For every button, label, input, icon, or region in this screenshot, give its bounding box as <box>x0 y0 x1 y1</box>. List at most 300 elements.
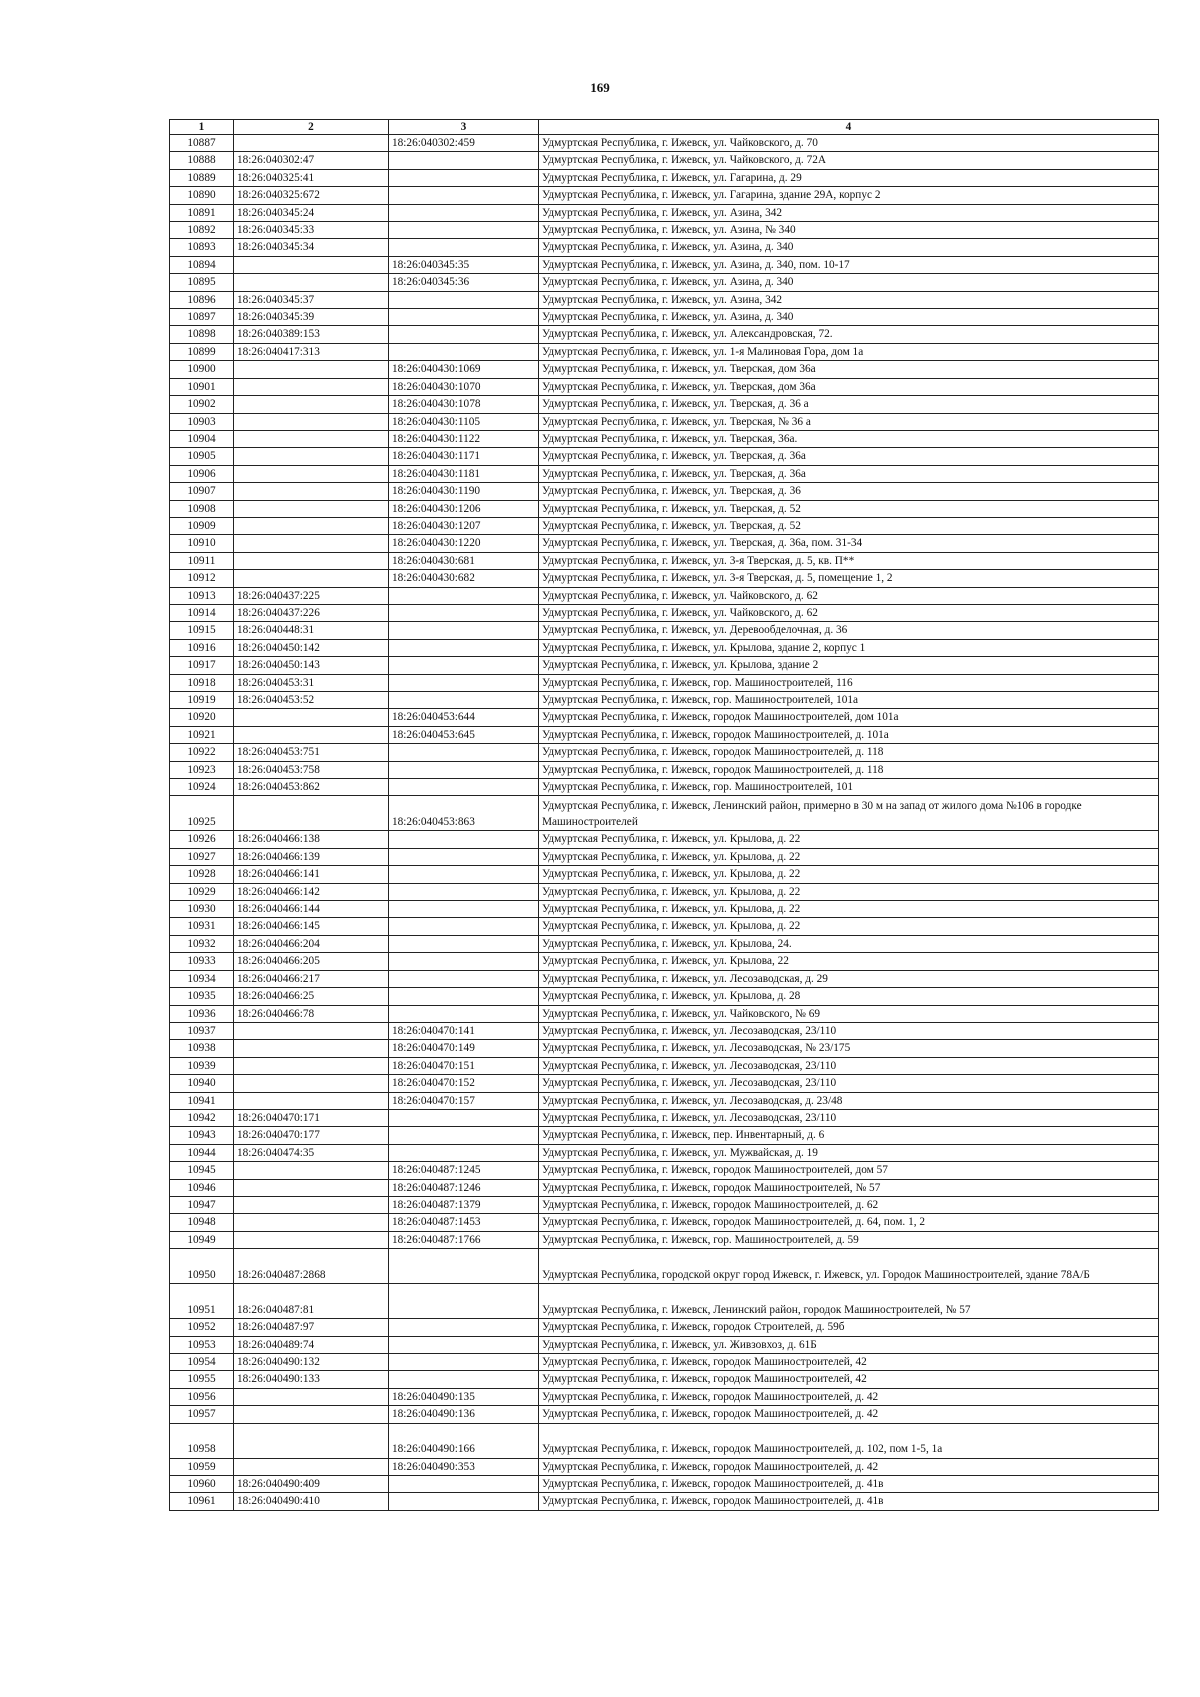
row-number-cell: 10950 <box>170 1249 234 1284</box>
address-cell: Удмуртская Республика, г. Ижевск, городок Машиностроителей, д. 42 <box>539 1406 1159 1423</box>
row-number-cell: 10907 <box>170 483 234 500</box>
address-cell: Удмуртская Республика, г. Ижевск, городок Машиностроителей, д. 118 <box>539 761 1159 778</box>
cadastral-number-alt-cell <box>389 587 539 604</box>
cadastral-number-cell <box>234 1388 389 1405</box>
cadastral-number-cell: 18:26:040466:205 <box>234 953 389 970</box>
table-row <box>170 726 1159 743</box>
row-number-cell: 10945 <box>170 1162 234 1179</box>
address-cell: Удмуртская Республика, г. Ижевск, ул. Крылова, здание 2 <box>539 657 1159 674</box>
table-row <box>170 256 1159 273</box>
cadastral-number-alt-cell: 18:26:040430:1070 <box>389 378 539 395</box>
table-row <box>170 187 1159 204</box>
header-row <box>170 120 1159 135</box>
row-number-cell: 10952 <box>170 1319 234 1336</box>
row-number-cell: 10911 <box>170 552 234 569</box>
cadastral-number-alt-cell: 18:26:040430:1122 <box>389 430 539 447</box>
table-row <box>170 309 1159 326</box>
cadastral-number-cell <box>234 483 389 500</box>
cadastral-number-alt-cell <box>389 204 539 221</box>
cadastral-number-cell <box>234 396 389 413</box>
cadastral-number-alt-cell: 18:26:040302:459 <box>389 135 539 152</box>
cadastral-number-cell: 18:26:040466:145 <box>234 918 389 935</box>
cadastral-number-cell <box>234 1179 389 1196</box>
address-cell: Удмуртская Республика, г. Ижевск, ул. Тверская, д. 36а <box>539 448 1159 465</box>
table-row <box>170 1144 1159 1161</box>
row-number-cell: 10925 <box>170 796 234 831</box>
row-number-cell: 10936 <box>170 1005 234 1022</box>
address-cell: Удмуртская Республика, г. Ижевск, ул. Гагарина, здание 29А, корпус 2 <box>539 187 1159 204</box>
table-row <box>170 918 1159 935</box>
row-number-cell: 10923 <box>170 761 234 778</box>
cadastral-number-cell <box>234 1092 389 1109</box>
cadastral-number-alt-cell <box>389 1284 539 1319</box>
address-cell: Удмуртская Республика, г. Ижевск, городок Строителей, д. 59б <box>539 1319 1159 1336</box>
address-cell: Удмуртская Республика, г. Ижевск, ул. Тверская, д. 52 <box>539 517 1159 534</box>
cadastral-number-alt-cell <box>389 1371 539 1388</box>
address-cell: Удмуртская Республика, г. Ижевск, ул. Крылова, здание 2, корпус 1 <box>539 639 1159 656</box>
cadastral-number-alt-cell: 18:26:040487:1453 <box>389 1214 539 1231</box>
cadastral-number-cell <box>234 726 389 743</box>
table-row <box>170 1231 1159 1248</box>
table-row <box>170 744 1159 761</box>
row-number-cell: 10961 <box>170 1493 234 1510</box>
cadastral-number-alt-cell: 18:26:040430:1069 <box>389 361 539 378</box>
table-row <box>170 396 1159 413</box>
cadastral-number-alt-cell <box>389 343 539 360</box>
address-cell: Удмуртская Республика, г. Ижевск, ул. Тверская, № 36 а <box>539 413 1159 430</box>
cadastral-number-cell <box>234 1057 389 1074</box>
table-row <box>170 222 1159 239</box>
table-row <box>170 587 1159 604</box>
table-row <box>170 1336 1159 1353</box>
row-number-cell: 10890 <box>170 187 234 204</box>
row-number-cell: 10916 <box>170 639 234 656</box>
cadastral-number-alt-cell <box>389 239 539 256</box>
table-row <box>170 1075 1159 1092</box>
cadastral-number-cell <box>234 1406 389 1423</box>
table-row <box>170 953 1159 970</box>
table-row <box>170 169 1159 186</box>
table-row <box>170 274 1159 291</box>
column-header: 2 <box>234 120 389 135</box>
row-number-cell: 10949 <box>170 1231 234 1248</box>
cadastral-number-alt-cell: 18:26:040470:152 <box>389 1075 539 1092</box>
cadastral-number-cell: 18:26:040466:138 <box>234 831 389 848</box>
address-cell: Удмуртская Республика, г. Ижевск, ул. Чайковского, д. 62 <box>539 587 1159 604</box>
address-cell: Удмуртская Республика, г. Ижевск, гор. Машиностроителей, 101 <box>539 779 1159 796</box>
table-row <box>170 657 1159 674</box>
table-row <box>170 1476 1159 1493</box>
address-cell: Удмуртская Республика, г. Ижевск, ул. Крылова, д. 22 <box>539 866 1159 883</box>
cadastral-number-cell: 18:26:040489:74 <box>234 1336 389 1353</box>
cadastral-number-cell: 18:26:040450:143 <box>234 657 389 674</box>
cadastral-number-cell <box>234 378 389 395</box>
table-row <box>170 639 1159 656</box>
cadastral-number-alt-cell: 18:26:040345:35 <box>389 256 539 273</box>
cadastral-number-cell <box>234 552 389 569</box>
address-cell: Удмуртская Республика, г. Ижевск, ул. Лесозаводская, 23/110 <box>539 1022 1159 1039</box>
row-number-cell: 10929 <box>170 883 234 900</box>
table-row <box>170 1319 1159 1336</box>
table-row <box>170 883 1159 900</box>
cadastral-number-cell <box>234 1040 389 1057</box>
cadastral-number-cell: 18:26:040325:672 <box>234 187 389 204</box>
address-cell: Удмуртская Республика, г. Ижевск, ул. Лесозаводская, д. 29 <box>539 970 1159 987</box>
cadastral-number-cell <box>234 135 389 152</box>
cadastral-number-alt-cell: 18:26:040470:149 <box>389 1040 539 1057</box>
cadastral-number-cell: 18:26:040470:177 <box>234 1127 389 1144</box>
cadastral-number-alt-cell: 18:26:040487:1766 <box>389 1231 539 1248</box>
cadastral-number-alt-cell: 18:26:040490:135 <box>389 1388 539 1405</box>
table-row <box>170 848 1159 865</box>
cadastral-number-cell <box>234 1214 389 1231</box>
cadastral-number-alt-cell: 18:26:040490:166 <box>389 1423 539 1458</box>
row-number-cell: 10912 <box>170 570 234 587</box>
address-cell: Удмуртская Республика, г. Ижевск, ул. Азина, № 340 <box>539 222 1159 239</box>
table-row <box>170 1022 1159 1039</box>
cadastral-number-alt-cell <box>389 935 539 952</box>
row-number-cell: 10951 <box>170 1284 234 1319</box>
address-cell: Удмуртская Республика, г. Ижевск, ул. 1-я Малиновая Гора, дом 1а <box>539 343 1159 360</box>
row-number-cell: 10895 <box>170 274 234 291</box>
table-row <box>170 831 1159 848</box>
cadastral-number-alt-cell <box>389 657 539 674</box>
row-number-cell: 10922 <box>170 744 234 761</box>
cadastral-number-cell: 18:26:040453:758 <box>234 761 389 778</box>
cadastral-number-cell: 18:26:040466:204 <box>234 935 389 952</box>
cadastral-number-cell: 18:26:040490:410 <box>234 1493 389 1510</box>
row-number-cell: 10947 <box>170 1196 234 1213</box>
address-cell: Удмуртская Республика, г. Ижевск, ул. Тверская, д. 36 <box>539 483 1159 500</box>
cadastral-number-cell: 18:26:040466:139 <box>234 848 389 865</box>
address-cell: Удмуртская Республика, г. Ижевск, городок Машиностроителей, д. 42 <box>539 1458 1159 1475</box>
cadastral-number-cell: 18:26:040466:141 <box>234 866 389 883</box>
table-row <box>170 1057 1159 1074</box>
cadastral-number-cell <box>234 1458 389 1475</box>
address-cell: Удмуртская Республика, г. Ижевск, ул. Лесозаводская, д. 23/48 <box>539 1092 1159 1109</box>
row-number-cell: 10956 <box>170 1388 234 1405</box>
row-number-cell: 10932 <box>170 935 234 952</box>
row-number-cell: 10915 <box>170 622 234 639</box>
row-number-cell: 10920 <box>170 709 234 726</box>
table-row <box>170 535 1159 552</box>
cadastral-number-alt-cell <box>389 779 539 796</box>
row-number-cell: 10946 <box>170 1179 234 1196</box>
address-cell: Удмуртская Республика, г. Ижевск, ул. Александровская, 72. <box>539 326 1159 343</box>
address-cell: Удмуртская Республика, г. Ижевск, городок Машиностроителей, д. 101а <box>539 726 1159 743</box>
cadastral-number-alt-cell <box>389 744 539 761</box>
register-table <box>169 119 1159 1511</box>
row-number-cell: 10917 <box>170 657 234 674</box>
cadastral-number-alt-cell <box>389 848 539 865</box>
table-row <box>170 343 1159 360</box>
table-row <box>170 604 1159 621</box>
row-number-cell: 10924 <box>170 779 234 796</box>
row-number-cell: 10928 <box>170 866 234 883</box>
address-cell: Удмуртская Республика, г. Ижевск, ул. Крылова, 22 <box>539 953 1159 970</box>
cadastral-number-cell <box>234 796 389 831</box>
cadastral-number-cell <box>234 1162 389 1179</box>
cadastral-number-alt-cell: 18:26:040487:1245 <box>389 1162 539 1179</box>
row-number-cell: 10900 <box>170 361 234 378</box>
address-cell: Удмуртская Республика, г. Ижевск, городок Машиностроителей, д. 62 <box>539 1196 1159 1213</box>
address-cell: Удмуртская Республика, г. Ижевск, городок Машиностроителей, дом 57 <box>539 1162 1159 1179</box>
address-cell: Удмуртская Республика, г. Ижевск, городок Машиностроителей, д. 42 <box>539 1388 1159 1405</box>
cadastral-number-alt-cell <box>389 901 539 918</box>
table-row <box>170 622 1159 639</box>
row-number-cell: 10908 <box>170 500 234 517</box>
address-cell: Удмуртская Республика, г. Ижевск, гор. Машиностроителей, 101а <box>539 692 1159 709</box>
table-row <box>170 152 1159 169</box>
address-cell: Удмуртская Республика, г. Ижевск, городок Машиностроителей, 42 <box>539 1354 1159 1371</box>
cadastral-number-alt-cell <box>389 1249 539 1284</box>
cadastral-number-cell: 18:26:040474:35 <box>234 1144 389 1161</box>
cadastral-number-cell: 18:26:040417:313 <box>234 343 389 360</box>
table-row <box>170 361 1159 378</box>
cadastral-number-cell: 18:26:040437:226 <box>234 604 389 621</box>
address-cell: Удмуртская Республика, г. Ижевск, Ленинский район, примерно в 30 м на запад от жилого дома №106 в городке Машиностроителей <box>539 796 1159 831</box>
cadastral-number-cell: 18:26:040389:153 <box>234 326 389 343</box>
row-number-cell: 10897 <box>170 309 234 326</box>
address-cell: Удмуртская Республика, г. Ижевск, ул. Тверская, 36а. <box>539 430 1159 447</box>
address-cell: Удмуртская Республика, г. Ижевск, ул. Крылова, д. 22 <box>539 831 1159 848</box>
cadastral-number-cell: 18:26:040302:47 <box>234 152 389 169</box>
cadastral-number-alt-cell: 18:26:040470:151 <box>389 1057 539 1074</box>
address-cell: Удмуртская Республика, г. Ижевск, городок Машиностроителей, д. 41в <box>539 1493 1159 1510</box>
cadastral-number-cell <box>234 1022 389 1039</box>
table-row <box>170 517 1159 534</box>
table-row <box>170 552 1159 569</box>
row-number-cell: 10887 <box>170 135 234 152</box>
table-row <box>170 1423 1159 1458</box>
row-number-cell: 10940 <box>170 1075 234 1092</box>
row-number-cell: 10889 <box>170 169 234 186</box>
row-number-cell: 10902 <box>170 396 234 413</box>
address-cell: Удмуртская Республика, г. Ижевск, ул. Тверская, д. 36а <box>539 465 1159 482</box>
cadastral-number-cell: 18:26:040345:39 <box>234 309 389 326</box>
address-cell: Удмуртская Республика, г. Ижевск, ул. Крылова, д. 22 <box>539 883 1159 900</box>
cadastral-number-alt-cell: 18:26:040453:644 <box>389 709 539 726</box>
table-row <box>170 465 1159 482</box>
address-cell: Удмуртская Республика, г. Ижевск, ул. Тверская, дом 36а <box>539 378 1159 395</box>
cadastral-number-cell: 18:26:040490:409 <box>234 1476 389 1493</box>
cadastral-number-cell <box>234 448 389 465</box>
cadastral-number-cell: 18:26:040345:34 <box>234 239 389 256</box>
table-row <box>170 378 1159 395</box>
row-number-cell: 10937 <box>170 1022 234 1039</box>
address-cell: Удмуртская Республика, г. Ижевск, ул. Крылова, д. 22 <box>539 918 1159 935</box>
address-cell: Удмуртская Республика, г. Ижевск, ул. Тверская, д. 52 <box>539 500 1159 517</box>
cadastral-number-alt-cell <box>389 674 539 691</box>
cadastral-number-cell: 18:26:040466:144 <box>234 901 389 918</box>
table-row <box>170 239 1159 256</box>
cadastral-number-cell: 18:26:040345:24 <box>234 204 389 221</box>
cadastral-number-alt-cell <box>389 1493 539 1510</box>
cadastral-number-alt-cell <box>389 1336 539 1353</box>
table-row <box>170 1284 1159 1319</box>
cadastral-number-cell <box>234 709 389 726</box>
row-number-cell: 10958 <box>170 1423 234 1458</box>
cadastral-number-cell: 18:26:040490:133 <box>234 1371 389 1388</box>
address-cell: Удмуртская Республика, г. Ижевск, ул. Азина, д. 340, пом. 10-17 <box>539 256 1159 273</box>
cadastral-number-cell: 18:26:040325:41 <box>234 169 389 186</box>
cadastral-number-alt-cell <box>389 761 539 778</box>
cadastral-number-alt-cell <box>389 866 539 883</box>
cadastral-number-alt-cell <box>389 1127 539 1144</box>
row-number-cell: 10914 <box>170 604 234 621</box>
cadastral-number-alt-cell: 18:26:040430:1206 <box>389 500 539 517</box>
table-row <box>170 935 1159 952</box>
address-cell: Удмуртская Республика, г. Ижевск, ул. Живзовхоз, д. 61Б <box>539 1336 1159 1353</box>
row-number-cell: 10954 <box>170 1354 234 1371</box>
table-row <box>170 1214 1159 1231</box>
row-number-cell: 10891 <box>170 204 234 221</box>
cadastral-number-alt-cell: 18:26:040490:353 <box>389 1458 539 1475</box>
cadastral-number-cell <box>234 430 389 447</box>
cadastral-number-alt-cell <box>389 639 539 656</box>
address-cell: Удмуртская Республика, г. Ижевск, ул. 3-я Тверская, д. 5, помещение 1, 2 <box>539 570 1159 587</box>
address-cell: Удмуртская Республика, г. Ижевск, ул. Крылова, д. 22 <box>539 901 1159 918</box>
cadastral-number-cell <box>234 274 389 291</box>
row-number-cell: 10935 <box>170 988 234 1005</box>
cadastral-number-alt-cell: 18:26:040470:141 <box>389 1022 539 1039</box>
row-number-cell: 10960 <box>170 1476 234 1493</box>
address-cell: Удмуртская Республика, г. Ижевск, ул. Крылова, 24. <box>539 935 1159 952</box>
row-number-cell: 10898 <box>170 326 234 343</box>
cadastral-number-cell: 18:26:040453:862 <box>234 779 389 796</box>
cadastral-number-cell <box>234 535 389 552</box>
table-row <box>170 779 1159 796</box>
address-cell: Удмуртская Республика, г. Ижевск, гор. Машиностроителей, д. 59 <box>539 1231 1159 1248</box>
cadastral-number-alt-cell: 18:26:040487:1246 <box>389 1179 539 1196</box>
address-cell: Удмуртская Республика, г. Ижевск, ул. Чайковского, № 69 <box>539 1005 1159 1022</box>
address-cell: Удмуртская Республика, г. Ижевск, ул. Азина, 342 <box>539 291 1159 308</box>
table-row <box>170 326 1159 343</box>
register-table-body <box>170 120 1159 1511</box>
cadastral-number-cell <box>234 517 389 534</box>
row-number-cell: 10957 <box>170 1406 234 1423</box>
table-row <box>170 709 1159 726</box>
cadastral-number-alt-cell <box>389 953 539 970</box>
cadastral-number-cell <box>234 1196 389 1213</box>
row-number-cell: 10938 <box>170 1040 234 1057</box>
row-number-cell: 10939 <box>170 1057 234 1074</box>
row-number-cell: 10918 <box>170 674 234 691</box>
cadastral-number-alt-cell <box>389 883 539 900</box>
cadastral-number-cell: 18:26:040487:97 <box>234 1319 389 1336</box>
table-row <box>170 448 1159 465</box>
row-number-cell: 10942 <box>170 1109 234 1126</box>
cadastral-number-alt-cell <box>389 222 539 239</box>
cadastral-number-alt-cell: 18:26:040430:681 <box>389 552 539 569</box>
cadastral-number-alt-cell <box>389 604 539 621</box>
table-row <box>170 674 1159 691</box>
address-cell: Удмуртская Республика, г. Ижевск, гор. Машиностроителей, 116 <box>539 674 1159 691</box>
row-number-cell: 10899 <box>170 343 234 360</box>
cadastral-number-alt-cell <box>389 309 539 326</box>
address-cell: Удмуртская Республика, г. Ижевск, городок Машиностроителей, д. 64, пом. 1, 2 <box>539 1214 1159 1231</box>
cadastral-number-alt-cell: 18:26:040430:1181 <box>389 465 539 482</box>
table-row <box>170 1109 1159 1126</box>
cadastral-number-cell: 18:26:040453:52 <box>234 692 389 709</box>
row-number-cell: 10888 <box>170 152 234 169</box>
address-cell: Удмуртская Республика, г. Ижевск, городок Машиностроителей, № 57 <box>539 1179 1159 1196</box>
cadastral-number-alt-cell <box>389 1109 539 1126</box>
row-number-cell: 10903 <box>170 413 234 430</box>
cadastral-number-cell: 18:26:040470:171 <box>234 1109 389 1126</box>
cadastral-number-cell: 18:26:040487:81 <box>234 1284 389 1319</box>
address-cell: Удмуртская Республика, г. Ижевск, ул. Тверская, дом 36а <box>539 361 1159 378</box>
address-cell: Удмуртская Республика, г. Ижевск, ул. Азина, 342 <box>539 204 1159 221</box>
table-row <box>170 1127 1159 1144</box>
cadastral-number-alt-cell <box>389 1005 539 1022</box>
row-number-cell: 10943 <box>170 1127 234 1144</box>
cadastral-number-cell: 18:26:040490:132 <box>234 1354 389 1371</box>
address-cell: Удмуртская Республика, г. Ижевск, городок Машиностроителей, дом 101а <box>539 709 1159 726</box>
cadastral-number-cell: 18:26:040450:142 <box>234 639 389 656</box>
row-number-cell: 10926 <box>170 831 234 848</box>
table-row <box>170 796 1159 831</box>
cadastral-number-alt-cell <box>389 1354 539 1371</box>
table-row <box>170 413 1159 430</box>
row-number-cell: 10930 <box>170 901 234 918</box>
table-row <box>170 1493 1159 1510</box>
cadastral-number-alt-cell <box>389 692 539 709</box>
address-cell: Удмуртская Республика, г. Ижевск, городок Машиностроителей, д. 102, пом 1-5, 1а <box>539 1423 1159 1458</box>
table-row <box>170 761 1159 778</box>
table-row <box>170 1196 1159 1213</box>
cadastral-number-alt-cell: 18:26:040453:645 <box>389 726 539 743</box>
row-number-cell: 10933 <box>170 953 234 970</box>
cadastral-number-cell <box>234 361 389 378</box>
row-number-cell: 10892 <box>170 222 234 239</box>
table-row <box>170 1249 1159 1284</box>
cadastral-number-alt-cell: 18:26:040430:1078 <box>389 396 539 413</box>
cadastral-number-cell: 18:26:040453:751 <box>234 744 389 761</box>
row-number-cell: 10944 <box>170 1144 234 1161</box>
row-number-cell: 10927 <box>170 848 234 865</box>
row-number-cell: 10904 <box>170 430 234 447</box>
cadastral-number-alt-cell <box>389 187 539 204</box>
cadastral-number-alt-cell: 18:26:040490:136 <box>389 1406 539 1423</box>
address-cell: Удмуртская Республика, г. Ижевск, пер. Инвентарный, д. 6 <box>539 1127 1159 1144</box>
address-cell: Удмуртская Республика, г. Ижевск, ул. 3-я Тверская, д. 5, кв. П** <box>539 552 1159 569</box>
cadastral-number-alt-cell: 18:26:040430:682 <box>389 570 539 587</box>
cadastral-number-cell <box>234 1423 389 1458</box>
cadastral-number-alt-cell <box>389 1476 539 1493</box>
address-cell: Удмуртская Республика, г. Ижевск, ул. Лесозаводская, 23/110 <box>539 1109 1159 1126</box>
cadastral-number-cell <box>234 1231 389 1248</box>
row-number-cell: 10921 <box>170 726 234 743</box>
cadastral-number-cell: 18:26:040448:31 <box>234 622 389 639</box>
table-row <box>170 1005 1159 1022</box>
address-cell: Удмуртская Республика, г. Ижевск, городок Машиностроителей, 42 <box>539 1371 1159 1388</box>
address-cell: Удмуртская Республика, г. Ижевск, ул. Мужвайская, д. 19 <box>539 1144 1159 1161</box>
table-row <box>170 1388 1159 1405</box>
table-row <box>170 483 1159 500</box>
address-cell: Удмуртская Республика, г. Ижевск, ул. Лесозаводская, № 23/175 <box>539 1040 1159 1057</box>
cadastral-number-alt-cell <box>389 970 539 987</box>
row-number-cell: 10959 <box>170 1458 234 1475</box>
cadastral-number-cell: 18:26:040466:25 <box>234 988 389 1005</box>
address-cell: Удмуртская Республика, городской округ город Ижевск, г. Ижевск, ул. Городок Машиностроителей, здание 78А/Б <box>539 1249 1159 1284</box>
row-number-cell: 10955 <box>170 1371 234 1388</box>
table-row <box>170 901 1159 918</box>
cadastral-number-alt-cell: 18:26:040430:1171 <box>389 448 539 465</box>
cadastral-number-alt-cell <box>389 169 539 186</box>
row-number-cell: 10910 <box>170 535 234 552</box>
address-cell: Удмуртская Республика, г. Ижевск, ул. Крылова, д. 28 <box>539 988 1159 1005</box>
